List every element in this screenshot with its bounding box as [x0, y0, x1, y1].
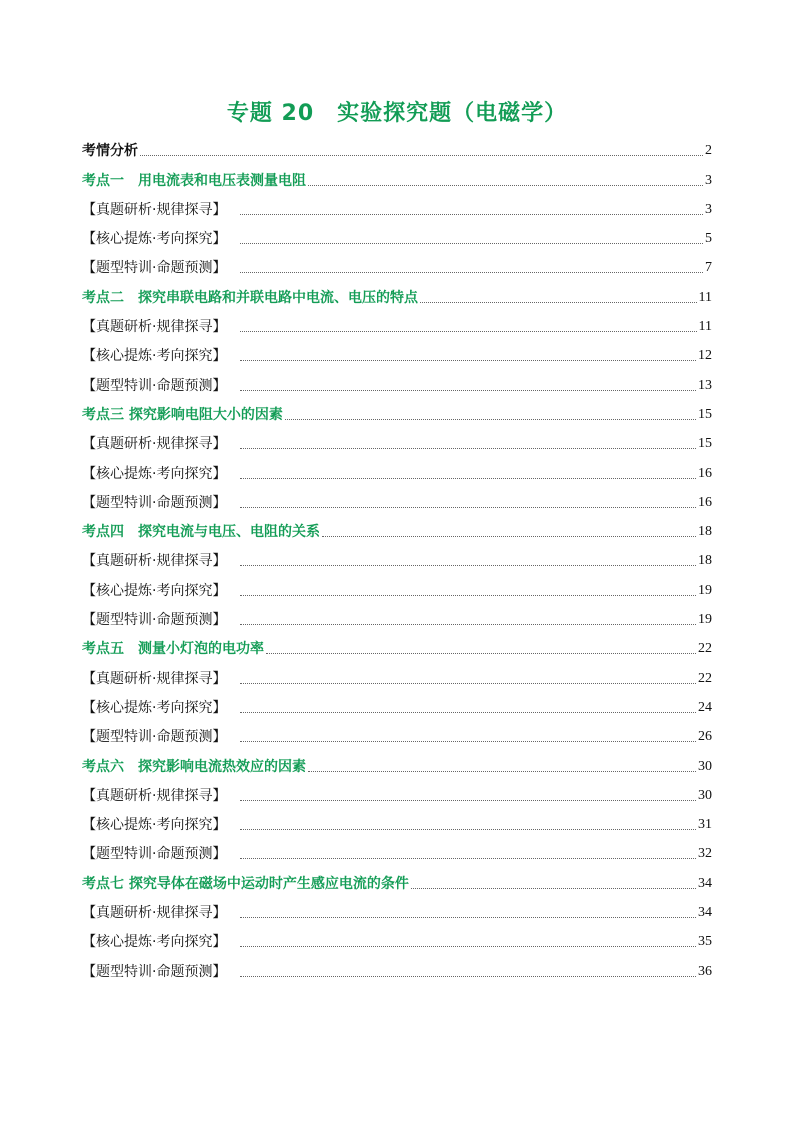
toc-entry-label: 【核心提炼·考向探究】 — [82, 465, 227, 482]
toc-entry[interactable] — [82, 896, 712, 925]
toc-dot-leader — [411, 887, 696, 889]
toc-dot-leader — [240, 623, 696, 625]
toc-entry-page-number: 3 — [705, 201, 712, 217]
toc-entry-label: 【核心提炼·考向探究】 — [82, 817, 227, 834]
toc-dot-leader — [240, 359, 696, 361]
toc-entry[interactable] — [82, 193, 712, 222]
toc-entry[interactable] — [82, 427, 712, 456]
toc-entry[interactable] — [82, 222, 712, 251]
toc-entry-label: 【题型特训·命题预测】 — [82, 846, 227, 863]
toc-entry-label: 【真题研析·规律探寻】 — [82, 905, 227, 922]
toc-entry-label: 【真题研析·规律探寻】 — [82, 670, 227, 687]
toc-dot-leader — [240, 682, 696, 684]
toc-entry-page-number: 35 — [698, 934, 712, 950]
toc-dot-leader — [240, 740, 696, 742]
toc-entry-label: 【核心提炼·考向探究】 — [82, 231, 227, 248]
toc-entry-label: 【真题研析·规律探寻】 — [82, 201, 227, 218]
toc-dot-leader — [240, 506, 696, 508]
toc-entry[interactable] — [82, 251, 712, 280]
toc-entry-page-number: 11 — [698, 289, 712, 305]
toc-dot-leader — [285, 418, 696, 420]
toc-dot-leader — [240, 975, 696, 977]
toc-entry-label: 考情分析 — [82, 143, 138, 160]
toc-entry-label: 【真题研析·规律探寻】 — [82, 787, 227, 804]
toc-entry[interactable] — [82, 163, 712, 192]
toc-entry-page-number: 18 — [698, 524, 712, 540]
toc-entry-label: 考点六 探究影响电流热效应的因素 — [82, 758, 306, 775]
toc-dot-leader — [240, 916, 696, 918]
toc-entry-label: 【题型特训·命题预测】 — [82, 494, 227, 511]
toc-entry-label: 【核心提炼·考向探究】 — [82, 699, 227, 716]
toc-entry-label: 【核心提炼·考向探究】 — [82, 348, 227, 365]
toc-dot-leader — [240, 447, 696, 449]
toc-entry[interactable] — [82, 280, 712, 309]
toc-entry-label: 【核心提炼·考向探究】 — [82, 582, 227, 599]
toc-entry[interactable] — [82, 368, 712, 397]
toc-entry-page-number: 31 — [698, 817, 712, 833]
toc-entry-label: 考点四 探究电流与电压、电阻的关系 — [82, 524, 320, 541]
toc-entry-label: 考点五 测量小灯泡的电功率 — [82, 641, 264, 658]
toc-entry-label: 【真题研析·规律探寻】 — [82, 319, 227, 336]
toc-entry[interactable] — [82, 603, 712, 632]
toc-entry[interactable] — [82, 749, 712, 778]
toc-entry-page-number: 22 — [698, 641, 712, 657]
toc-dot-leader — [308, 184, 703, 186]
toc-entry[interactable] — [82, 134, 712, 163]
toc-dot-leader — [240, 213, 703, 215]
toc-entry-page-number: 32 — [698, 846, 712, 862]
toc-entry-page-number: 30 — [698, 758, 712, 774]
toc-entry[interactable] — [82, 720, 712, 749]
toc-entry[interactable] — [82, 544, 712, 573]
toc-entry-label: 【真题研析·规律探寻】 — [82, 553, 227, 570]
toc-dot-leader — [240, 564, 696, 566]
toc-entry[interactable] — [82, 808, 712, 837]
toc-entry-label: 【核心提炼·考向探究】 — [82, 934, 227, 951]
toc-entry-label: 考点一 用电流表和电压表测量电阻 — [82, 172, 306, 189]
toc-entry-page-number: 15 — [698, 406, 712, 422]
toc-entry-page-number: 30 — [698, 787, 712, 803]
toc-entry-label: 【题型特训·命题预测】 — [82, 729, 227, 746]
toc-entry-label: 考点七 探究导体在磁场中运动时产生感应电流的条件 — [82, 875, 409, 892]
toc-entry-page-number: 34 — [698, 875, 712, 891]
toc-entry-label: 【题型特训·命题预测】 — [82, 612, 227, 629]
toc-entry[interactable] — [82, 456, 712, 485]
toc-dot-leader — [240, 389, 696, 391]
toc-entry[interactable] — [82, 779, 712, 808]
toc-entry-page-number: 12 — [698, 348, 712, 364]
toc-dot-leader — [240, 330, 696, 332]
toc-entry[interactable] — [82, 486, 712, 515]
toc-entry-label: 【题型特训·命题预测】 — [82, 963, 227, 980]
toc-entry[interactable] — [82, 661, 712, 690]
toc-dot-leader — [420, 301, 697, 303]
toc-entry[interactable] — [82, 573, 712, 602]
toc-dot-leader — [240, 799, 696, 801]
toc-entry[interactable] — [82, 837, 712, 866]
toc-entry-page-number: 19 — [698, 582, 712, 598]
toc-entry-page-number: 36 — [698, 963, 712, 979]
toc-dot-leader — [240, 271, 703, 273]
toc-dot-leader — [240, 857, 696, 859]
toc-entry-page-number: 34 — [698, 905, 712, 921]
toc-entry-page-number: 22 — [698, 670, 712, 686]
toc-entry[interactable] — [82, 632, 712, 661]
toc-entry-label: 【题型特训·命题预测】 — [82, 377, 227, 394]
toc-dot-leader — [240, 711, 696, 713]
toc-entry-page-number: 26 — [698, 729, 712, 745]
table-of-contents — [82, 134, 712, 984]
toc-dot-leader — [240, 477, 696, 479]
toc-entry[interactable] — [82, 398, 712, 427]
page-title: 专题 20 实验探究题（电磁学） — [226, 101, 568, 126]
toc-dot-leader — [308, 770, 696, 772]
toc-dot-leader — [322, 535, 696, 537]
toc-entry-page-number: 11 — [698, 319, 712, 335]
toc-entry-label: 考点三 探究影响电阻大小的因素 — [82, 406, 283, 423]
toc-entry-label: 考点二 探究串联电路和并联电路中电流、电压的特点 — [82, 289, 418, 306]
toc-entry-page-number: 3 — [705, 172, 712, 188]
toc-entry[interactable] — [82, 515, 712, 544]
toc-entry-label: 【真题研析·规律探寻】 — [82, 436, 227, 453]
toc-entry-page-number: 15 — [698, 436, 712, 452]
toc-dot-leader — [240, 594, 696, 596]
toc-dot-leader — [240, 828, 696, 830]
toc-entry-page-number: 16 — [698, 494, 712, 510]
toc-entry-page-number: 13 — [698, 377, 712, 393]
toc-entry[interactable] — [82, 925, 712, 954]
toc-entry-page-number: 5 — [705, 231, 712, 247]
toc-entry[interactable] — [82, 339, 712, 368]
toc-entry-page-number: 19 — [698, 612, 712, 628]
toc-entry[interactable] — [82, 691, 712, 720]
toc-entry-page-number: 7 — [705, 260, 712, 276]
toc-dot-leader — [140, 154, 703, 156]
toc-entry[interactable] — [82, 954, 712, 983]
toc-entry-page-number: 24 — [698, 699, 712, 715]
toc-dot-leader — [240, 242, 703, 244]
toc-entry-page-number: 18 — [698, 553, 712, 569]
toc-entry[interactable] — [82, 866, 712, 895]
toc-dot-leader — [266, 652, 696, 654]
toc-entry-page-number: 2 — [705, 143, 712, 159]
toc-entry-label: 【题型特训·命题预测】 — [82, 260, 227, 277]
toc-entry[interactable] — [82, 310, 712, 339]
toc-dot-leader — [240, 945, 696, 947]
toc-entry-page-number: 16 — [698, 465, 712, 481]
